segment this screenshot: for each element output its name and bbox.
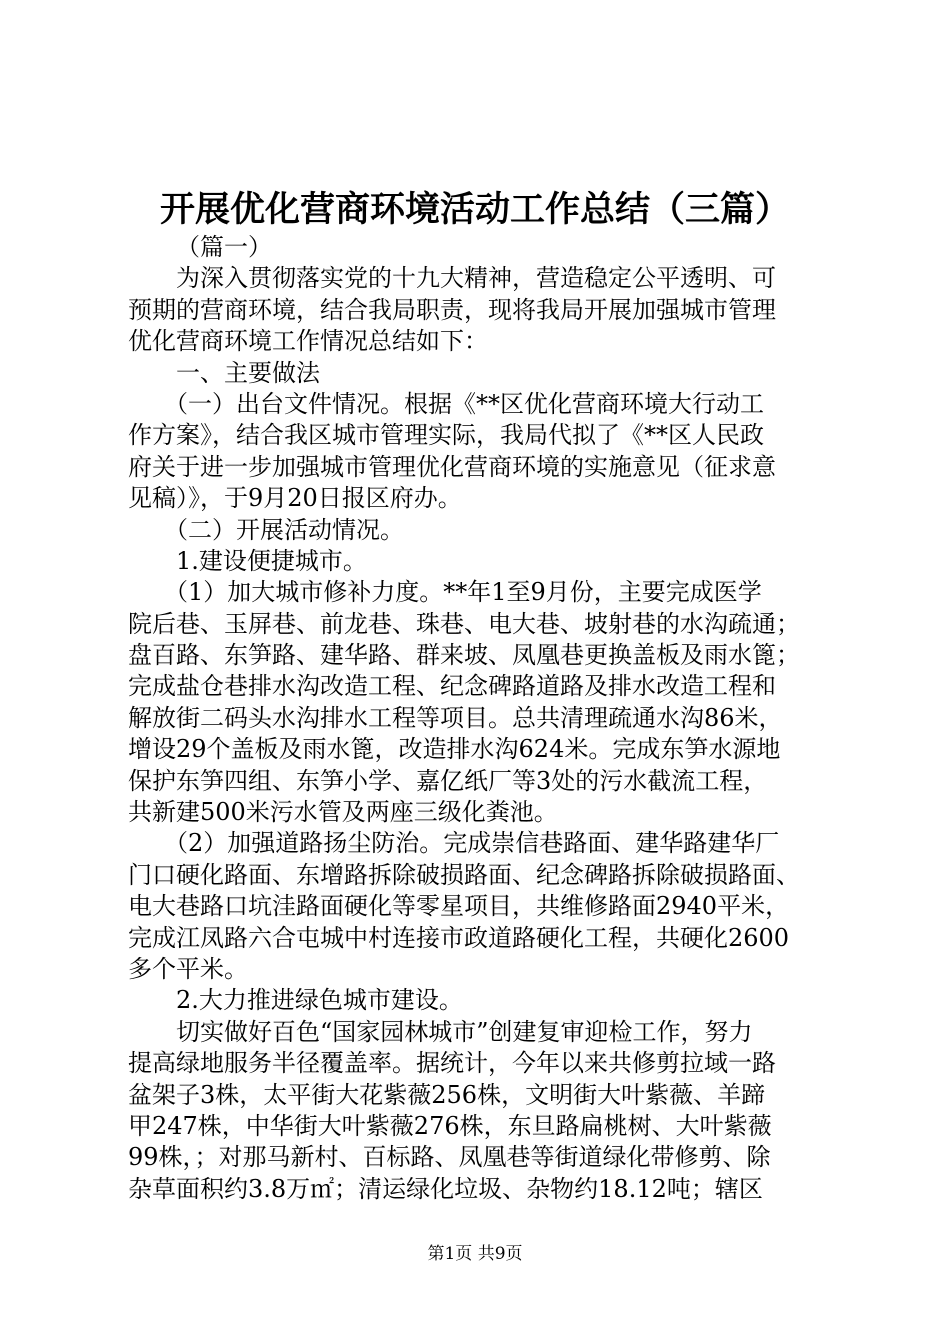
body-line: 见稿）》，于9月20日报区府办。: [128, 484, 462, 513]
body-line: 多个平米。: [128, 954, 248, 983]
heading-line: 2.大力推进绿色城市建设。: [176, 986, 463, 1015]
body-line: 院后巷、玉屏巷、前龙巷、珠巷、电大巷、坡射巷的水沟疏通；: [128, 609, 800, 638]
body-line: 解放街二码头水沟排水工程等项目。总共清理疏通水沟86米，: [128, 703, 783, 732]
body-line: 盆架子3株，太平街大花紫薇256株，文明街大叶紫薇、羊蹄: [128, 1080, 766, 1109]
body-line: （2）加强道路扬尘防治。完成崇信巷路面、建华路建华厂: [164, 829, 780, 858]
body-line: 共新建500米污水管及两座三级化粪池。: [128, 798, 558, 827]
body-line: 门口硬化路面、东增路拆除破损路面、纪念碑路拆除破损路面、: [128, 860, 800, 889]
body-line: 保护东笋四组、东笋小学、嘉亿纸厂等3处的污水截流工程，: [128, 766, 768, 795]
body-line: 提高绿地服务半径覆盖率。据统计，今年以来共修剪拉域一路: [128, 1049, 776, 1078]
body-line: 甲247株，中华街大叶紫薇276株，东旦路扁桃树、大叶紫薇: [128, 1111, 772, 1140]
body-line: 电大巷路口坑洼路面硬化等零星项目，共维修路面2940平米，: [128, 892, 790, 921]
body-line: 完成盐仓巷排水沟改造工程、纪念碑路道路及排水改造工程和: [128, 672, 776, 701]
heading-line: 一、主要做法: [176, 358, 320, 387]
body-line: 杂草面积约3.8万㎡；清运绿化垃圾、杂物约18.12吨；辖区: [128, 1174, 763, 1203]
page-footer: 第1页 共9页: [427, 1244, 523, 1264]
document-title: 开展优化营商环境活动工作总结（三篇）: [159, 189, 790, 230]
body-line: （一）出台文件情况。根据《**区优化营商环境大行动工: [164, 389, 764, 418]
body-line: 府关于进一步加强城市管理优化营商环境的实施意见（征求意: [128, 452, 776, 481]
body-line: 盘百路、东笋路、建华路、群来坡、凤凰巷更换盖板及雨水篦；: [128, 641, 800, 670]
body-line: （1）加大城市修补力度。**年1至9月份，主要完成医学: [164, 578, 762, 607]
body-line: 作方案》，结合我区城市管理实际，我局代拟了《**区人民政: [128, 421, 764, 450]
body-line: 完成江凤路六合屯城中村连接市政道路硬化工程，共硬化2600: [128, 923, 790, 952]
document-body: [128, 232, 838, 1205]
heading-line: （二）开展活动情况。: [164, 515, 404, 544]
body-line: 增设29个盖板及雨水篦，改造排水沟624米。完成东笋水源地: [128, 735, 781, 764]
body-line: 优化营商环境工作情况总结如下：: [128, 327, 488, 356]
body-line: 为深入贯彻落实党的十九大精神，营造稳定公平透明、可: [176, 264, 776, 293]
body-line: 预期的营商环境，结合我局职责，现将我局开展加强城市管理: [128, 295, 776, 324]
body-line: 99株，；对那马新村、百标路、凤凰巷等街道绿化带修剪、除: [128, 1143, 771, 1172]
section-label: （篇一）: [176, 233, 272, 261]
heading-line: 1.建设便捷城市。: [176, 546, 367, 575]
body-line: 切实做好百色“国家园林城市”创建复审迎检工作，努力: [176, 1017, 753, 1046]
